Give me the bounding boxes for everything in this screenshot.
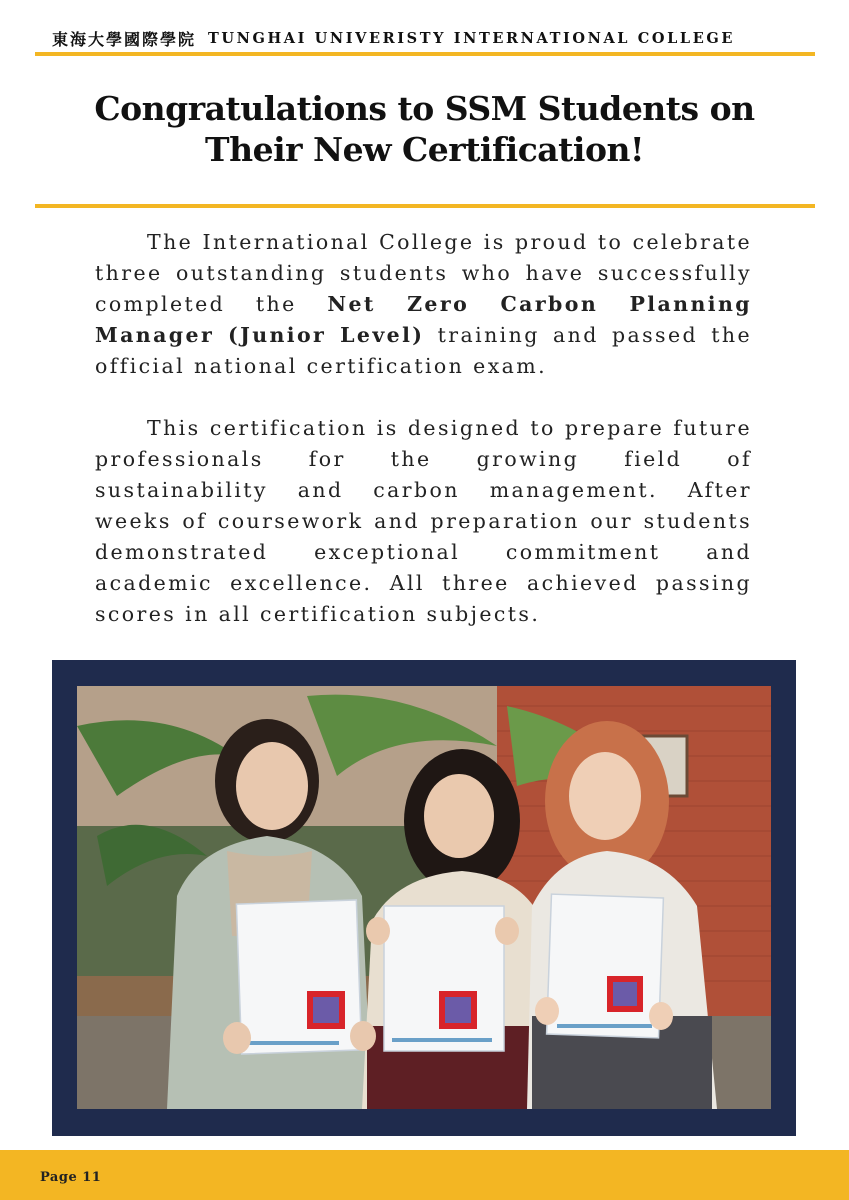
paragraph-2: This certification is designed to prepare future professionals for the growing field of sustainability and carbon management. After weeks of coursework and preparation our students demonstrated exceptional commitment and academic excellence. All three achieved passing scores in all certification subjects. xyxy=(95,416,752,626)
paragraph-1: The International College is proud to celebrate three outstanding students who have successfully completed the Net Zero Carbon Planning Manager (Junior Level) training and passed the official national certification exam. xyxy=(95,230,752,378)
article-title xyxy=(60,88,789,170)
page-number: Page 11 xyxy=(40,1170,102,1185)
college-name-chinese: 東海大學國際學院 xyxy=(52,29,197,49)
photo-frame xyxy=(52,660,796,1136)
page-footer xyxy=(0,1150,849,1200)
page-header xyxy=(52,24,802,52)
title-line-2: Their New Certification! xyxy=(205,130,644,169)
title-divider xyxy=(35,204,815,208)
article-body xyxy=(95,227,752,630)
title-line-1: Congratulations to SSM Students on xyxy=(94,89,755,128)
college-name-english: TUNGHAI UNIVERISTY INTERNATIONAL COLLEGE xyxy=(208,29,735,47)
group-photo xyxy=(77,686,771,1109)
photo-illustration xyxy=(77,686,771,1109)
header-divider xyxy=(35,52,815,56)
certification-name: Net Zero Carbon Planning Manager (Junior Level) xyxy=(95,292,752,347)
